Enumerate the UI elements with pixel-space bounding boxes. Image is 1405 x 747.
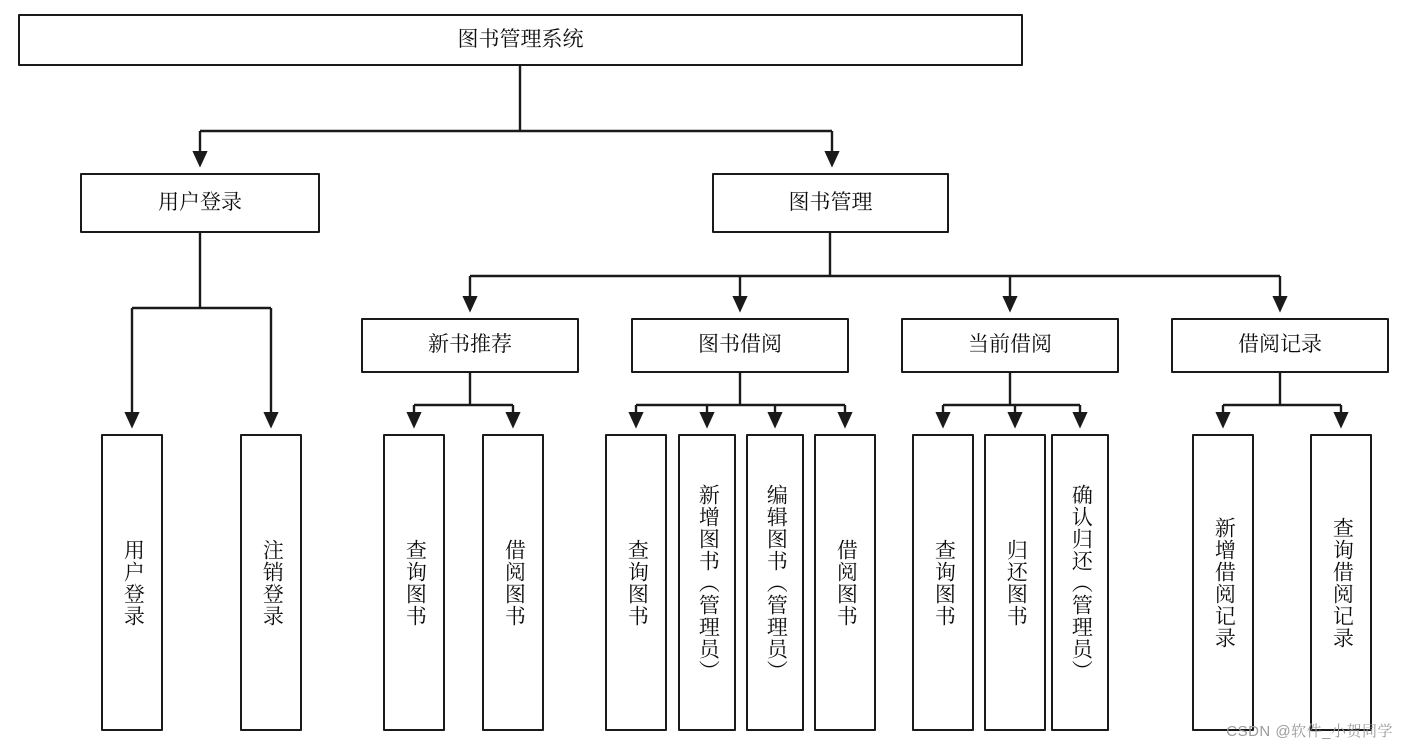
leaf-confirm-return[interactable]: 确认归还（管理员）	[1051, 434, 1109, 731]
leaf-borrow-book-newbook[interactable]: 借阅图书	[482, 434, 544, 731]
watermark-text: CSDN @软件_小贺同学	[1226, 723, 1393, 740]
node-root[interactable]: 图书管理系统	[18, 14, 1023, 66]
leaf-query-book-borrow[interactable]: 查询图书	[605, 434, 667, 731]
leaf-borrow-book[interactable]: 借阅图书	[814, 434, 876, 731]
leaf-add-borrow-record[interactable]: 新增借阅记录	[1192, 434, 1254, 731]
leaf-edit-book[interactable]: 编辑图书（管理员）	[746, 434, 804, 731]
leaf-query-book-current[interactable]: 查询图书	[912, 434, 974, 731]
leaf-add-book[interactable]: 新增图书（管理员）	[678, 434, 736, 731]
node-book-borrow[interactable]: 图书借阅	[631, 318, 849, 373]
node-user-login[interactable]: 用户登录	[80, 173, 320, 233]
leaf-user-login[interactable]: 用户登录	[101, 434, 163, 731]
leaf-logout[interactable]: 注销登录	[240, 434, 302, 731]
node-current-borrow[interactable]: 当前借阅	[901, 318, 1119, 373]
leaf-query-borrow-record[interactable]: 查询借阅记录	[1310, 434, 1372, 731]
node-borrow-record[interactable]: 借阅记录	[1171, 318, 1389, 373]
leaf-query-book-newbook[interactable]: 查询图书	[383, 434, 445, 731]
node-book-management[interactable]: 图书管理	[712, 173, 949, 233]
leaf-return-book[interactable]: 归还图书	[984, 434, 1046, 731]
node-new-book-recommend[interactable]: 新书推荐	[361, 318, 579, 373]
